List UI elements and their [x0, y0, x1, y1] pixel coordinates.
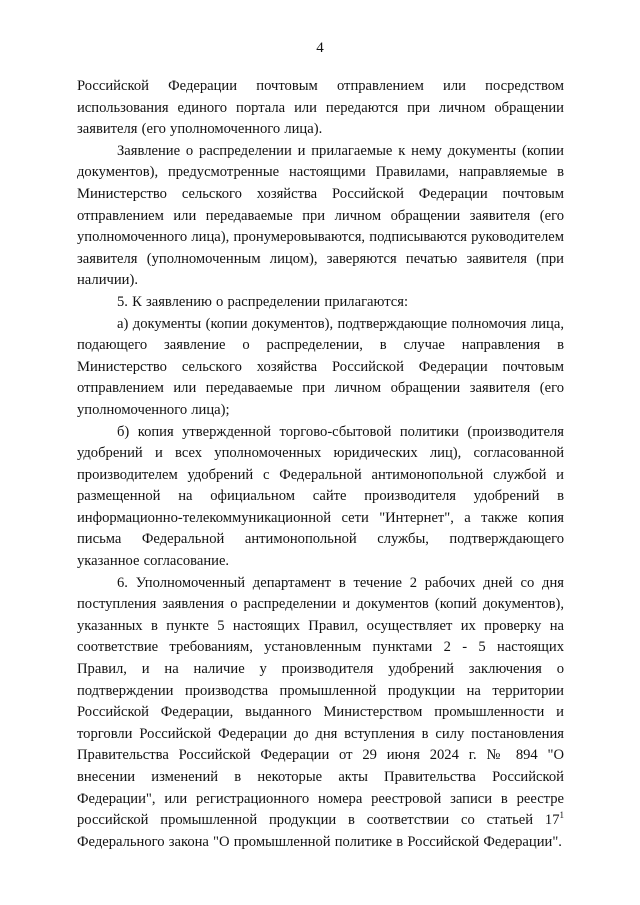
- paragraph-continuation: Российской Федерации почтовым отправлением или посредством использования единого портала или передаются при личном обращении заявителя (его уполномоченного лица).: [77, 78, 564, 138]
- paragraph-6: [77, 573, 564, 854]
- paragraph-5a: а) документы (копии документов), подтверждающие полномочия лица, подающего заявление о распределении, в случае направления в Министерство сельского хозяйства Российской Федерации почтовым отправлением или передаваемые при личном обращении заявителя (его уполномоченного лица);: [77, 315, 564, 418]
- paragraph-5b: б) копия утвержденной торгово-сбытовой политики (производителя удобрений и всех уполномоченных юридических лиц), согласованной производителем удобрений с Федеральной антимонопольной службой и размещенной на официальном сайте производителя удобрений в информационно-телекоммуникационной сети "Интернет", а также копия письма Федеральной антимонопольной службы, подтверждающего указанное согласование.: [77, 423, 564, 570]
- paragraph-6-text: 6. Уполномоченный департамент в течение 2 рабочих дней со дня поступления заявления о распределении и документов (копий документов), указанных в пункте 5 настоящих Правил, осуществляет их проверку на соответствие требованиям, установленным пунктами 2 - 5 настоящих Правил, и на наличие у производителя удобрений заключения о подтверждении производства промышленной продукции на территории Российской Федерации, выданного Министерством промышленности и торговли Российской Федерации до дня вступления в силу постановления Правительства Российской Федерации от 29 июня 2024 г. № 894 "О внесении изменений в некоторые акты Правительства Российской Федерации", или регистрационного номера реестровой записи в реестре российской промышленной продукции в соответствии со статьей 17: [77, 574, 564, 829]
- paragraph-5-heading: 5. К заявлению о распределении прилагаются:: [117, 293, 409, 310]
- page-number: 4: [316, 40, 324, 56]
- paragraph-submission-rules: Заявление о распределении и прилагаемые к нему документы (копии документов), предусмотренные настоящими Правилами, направляемые в Министерство сельского хозяйства Российской Федерации почтовым отправлением или передаваемые при личном обращении заявителя (его уполномоченного лица), пронумеровываются, подписываются руководителем заявителя (уполномоченным лицом), заверяются печатью заявителя (при наличии).: [77, 142, 564, 289]
- superscript-marker: 1: [559, 810, 564, 821]
- paragraph-6-text-end: Федерального закона "О промышленной политике в Российской Федерации".: [77, 833, 562, 850]
- document-body: [77, 76, 564, 853]
